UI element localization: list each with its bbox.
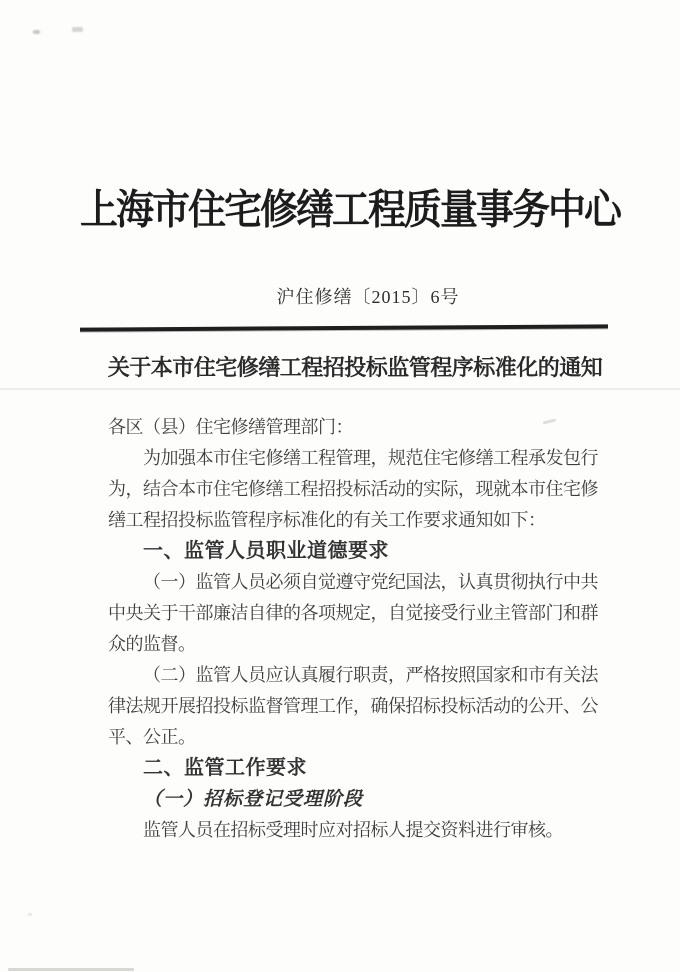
intro-paragraph-line-2: 为，结合本市住宅修缮工程招投标活动的实际，现就本市住宅修 xyxy=(108,479,598,499)
subsection-2-1-heading: （一）招标登记受理阶段 xyxy=(143,789,364,810)
header-divider-rule xyxy=(80,324,608,331)
item-1-1-line-3: 众的监督。 xyxy=(108,634,196,654)
scan-speck xyxy=(28,913,32,916)
notice-body xyxy=(108,412,608,846)
intro-paragraph-line-3: 缮工程招投标监管程序标准化的有关工作要求通知如下： xyxy=(108,510,546,530)
section-1-heading: 一、监管人员职业道德要求 xyxy=(143,540,389,562)
subsection-2-1-text: 监管人员在招标受理时应对招标人提交资料进行审核。 xyxy=(143,820,563,840)
scan-speck xyxy=(33,30,40,34)
intro-paragraph-line-1: 为加强本市住宅修缮工程管理，规范住宅修缮工程承发包行 xyxy=(143,448,598,468)
organization-title: 上海市住宅修缮工程质量事务中心 xyxy=(79,187,620,234)
item-1-2-line-1: （二）监管人员应认真履行职责，严格按照国家和市有关法 xyxy=(143,665,598,685)
scan-seam-line xyxy=(0,388,680,390)
scan-speck xyxy=(72,27,83,32)
item-1-2-line-3: 平、公正。 xyxy=(108,727,196,747)
salutation-line: 各区（县）住宅修缮管理部门： xyxy=(108,417,353,437)
notice-subject-title: 关于本市住宅修缮工程招投标监管程序标准化的通知 xyxy=(107,355,603,380)
item-1-2-line-2: 律法规开展招投标监督管理工作，确保招标投标活动的公开、公 xyxy=(108,696,598,716)
item-1-1-line-2: 中央关于干部廉洁自律的各项规定，自觉接受行业主管部门和群 xyxy=(108,603,598,623)
page-bottom-edge-shadow xyxy=(8,968,134,971)
item-1-1-line-1: （一）监管人员必须自觉遵守党纪国法，认真贯彻执行中共 xyxy=(143,572,598,592)
section-2-heading: 二、监管工作要求 xyxy=(143,757,307,779)
document-number: 沪住修缮〔2015〕6号 xyxy=(276,287,460,307)
